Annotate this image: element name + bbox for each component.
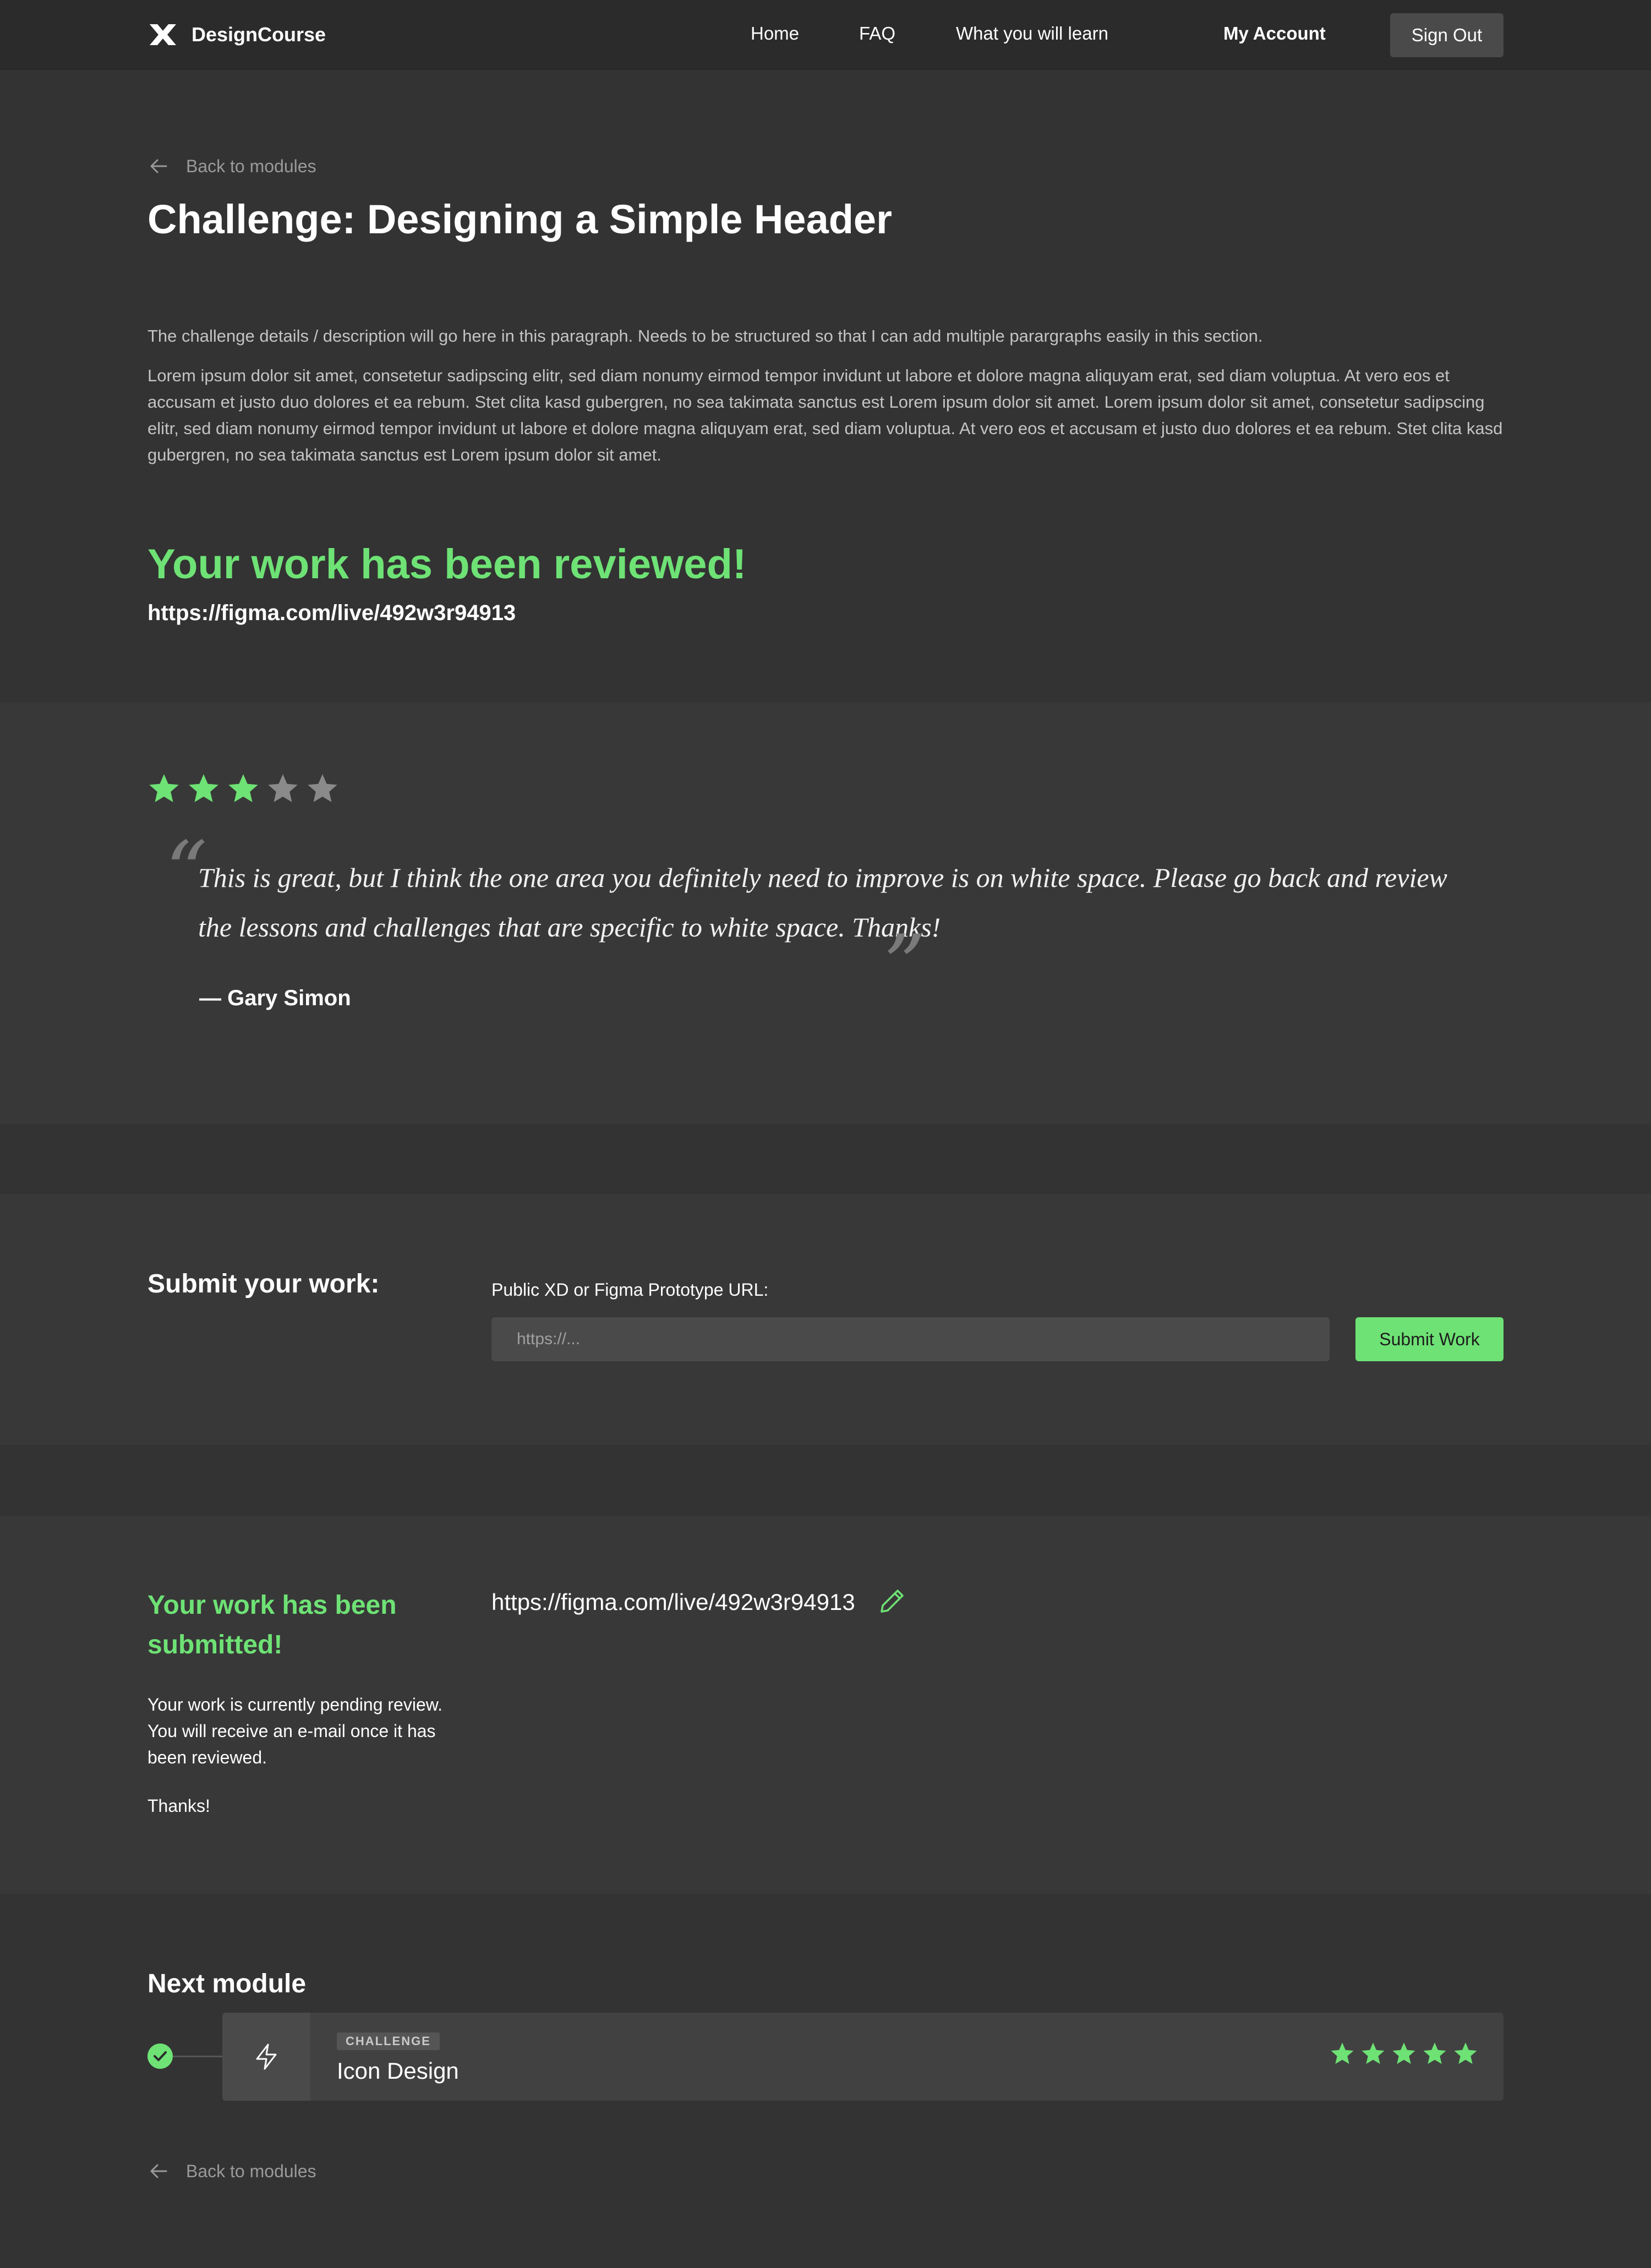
star-filled-icon bbox=[187, 773, 220, 806]
back-label: Back to modules bbox=[186, 2161, 316, 2181]
top-nav bbox=[0, 0, 1651, 70]
submitted-heading: Your work has been submitted! bbox=[147, 1591, 397, 1659]
star-empty-icon bbox=[266, 773, 299, 806]
module-rating bbox=[1330, 2041, 1484, 2067]
module-icon-box bbox=[222, 2013, 310, 2101]
brand-name: DesignCourse bbox=[192, 23, 326, 46]
brand-logo[interactable] bbox=[147, 22, 326, 47]
back-label: Back to modules bbox=[186, 156, 316, 176]
url-field-label: Public XD or Figma Prototype URL: bbox=[491, 1280, 769, 1300]
thanks-text: Thanks! bbox=[147, 1796, 210, 1816]
next-module-heading: Next module bbox=[147, 1969, 307, 1998]
open-quote-icon: “ bbox=[165, 824, 207, 920]
submitted-url: https://figma.com/live/492w3r94913 bbox=[491, 1589, 855, 1615]
star-filled-icon bbox=[1391, 2041, 1417, 2067]
back-to-modules-link[interactable] bbox=[147, 155, 316, 177]
reviewed-url: https://figma.com/live/492w3r94913 bbox=[147, 601, 516, 625]
prototype-url-input[interactable] bbox=[491, 1317, 1330, 1361]
arrow-left-icon bbox=[147, 2160, 170, 2182]
lightning-icon bbox=[252, 2042, 281, 2071]
star-filled-icon bbox=[147, 773, 181, 806]
review-rating bbox=[147, 773, 346, 806]
review-quote bbox=[198, 853, 1464, 952]
review-quote-text: This is great, but I think the one area you definitely need to improve is on white space. Please go back and review the lessons and challenges that are specific to white space. Thanks! bbox=[198, 862, 1447, 943]
star-filled-icon bbox=[1330, 2041, 1355, 2067]
next-module-card[interactable] bbox=[222, 2013, 1504, 2101]
nav-learn-link[interactable]: What you will learn bbox=[956, 23, 1108, 43]
nav-home-link[interactable]: Home bbox=[751, 23, 800, 43]
star-empty-icon bbox=[306, 773, 339, 806]
submit-work-button[interactable]: Submit Work bbox=[1355, 1317, 1504, 1361]
back-to-modules-link[interactable] bbox=[147, 2160, 316, 2182]
logo-icon bbox=[147, 22, 178, 47]
star-filled-icon bbox=[1360, 2041, 1386, 2067]
nav-account-link[interactable]: My Account bbox=[1223, 23, 1326, 43]
arrow-left-icon bbox=[147, 155, 170, 177]
nav-faq-link[interactable]: FAQ bbox=[859, 23, 896, 43]
star-filled-icon bbox=[1453, 2041, 1478, 2067]
page-title: Challenge: Designing a Simple Header bbox=[147, 196, 892, 242]
review-author: — Gary Simon bbox=[199, 986, 351, 1010]
submit-heading: Submit your work: bbox=[147, 1269, 380, 1299]
pending-message: Your work is currently pending review. You will receive an e-mail once it has been reviewed. bbox=[147, 1695, 442, 1767]
progress-connector bbox=[173, 2056, 222, 2057]
reviewed-heading: Your work has been reviewed! bbox=[147, 541, 747, 588]
check-circle-icon bbox=[147, 2044, 173, 2069]
star-filled-icon bbox=[1422, 2041, 1447, 2067]
sign-out-button[interactable]: Sign Out bbox=[1390, 13, 1504, 57]
description-paragraph: Lorem ipsum dolor sit amet, consetetur sadipscing elitr, sed diam nonumy eirmod tempor invidunt ut labore et dolore magna aliquyam erat, sed diam voluptua. At vero eos et accusam et justo duo dolores et ea rebum. Stet clita kasd gubergren, no sea takimata sanctus est Lorem ipsum dolor sit amet. Lorem ipsum dolor sit amet, consetetur sadipscing elitr, sed diam nonumy eirmod tempor invidunt ut labore et dolore magna aliquyam erat, sed diam voluptua. At vero eos et accusam et justo duo dolores et ea rebum. Stet clita kasd gubergren, no sea takimata sanctus est Lorem ipsum dolor sit amet. bbox=[147, 366, 1503, 464]
module-title: Icon Design bbox=[337, 2058, 459, 2084]
close-quote-icon: ” bbox=[883, 918, 926, 1014]
star-filled-icon bbox=[227, 773, 260, 806]
pencil-edit-icon[interactable] bbox=[878, 1587, 906, 1615]
module-type-badge: CHALLENGE bbox=[337, 2033, 440, 2050]
description-paragraph: The challenge details / description will go here in this paragraph. Needs to be structured so that I can add multiple parargraphs easily in this section. bbox=[147, 326, 1263, 346]
